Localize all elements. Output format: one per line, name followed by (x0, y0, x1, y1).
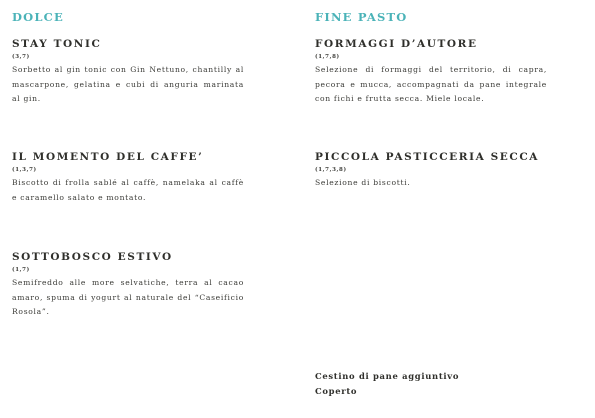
extra-cover-charge: Coperto (315, 386, 358, 396)
menu-item-sottobosco-estivo (12, 251, 244, 320)
item-allergens: (3,7) (12, 54, 30, 60)
item-name: FORMAGGI D’AUTORE (315, 38, 478, 50)
menu-item-formaggi (315, 38, 547, 107)
section-title-fine-pasto: FINE PASTO (315, 10, 408, 24)
item-name: STAY TONIC (12, 38, 102, 50)
item-description: Selezione di biscotti. (315, 178, 411, 187)
menu-item-stay-tonic (12, 38, 244, 107)
item-allergens: (1,7,8) (315, 54, 340, 60)
item-name: SOTTOBOSCO ESTIVO (12, 251, 173, 263)
item-description: Sorbetto al gin tonic con Gin Nettuno, chantilly al mascarpone, gelatina e cubi di anguria marinata al gin. (12, 65, 244, 104)
section-title-dolce: DOLCE (12, 10, 64, 24)
item-name: IL MOMENTO DEL CAFFE’ (12, 151, 204, 163)
item-description: Semifreddo alle more selvatiche, terra al cacao amaro, spuma di yogurt al naturale del “Caseificio Rosola”. (12, 278, 244, 317)
item-allergens: (1,7) (12, 267, 30, 273)
menu-item-momento-caffe (12, 151, 244, 205)
item-allergens: (1,3,7) (12, 167, 37, 173)
item-allergens: (1,7,3,8) (315, 167, 347, 173)
menu-item-piccola-pasticceria (315, 151, 547, 191)
item-name: PICCOLA PASTICCERIA SECCA (315, 151, 540, 163)
item-description: Selezione di formaggi del territorio, di capra, pecora e mucca, accompagnati da pane integrale con fichi e frutta secca. Miele locale. (315, 65, 547, 104)
extra-bread-basket: Cestino di pane aggiuntivo (315, 371, 460, 381)
item-description: Biscotto di frolla sablé al caffè, namelaka al caffè e caramello salato e montato. (12, 178, 244, 202)
